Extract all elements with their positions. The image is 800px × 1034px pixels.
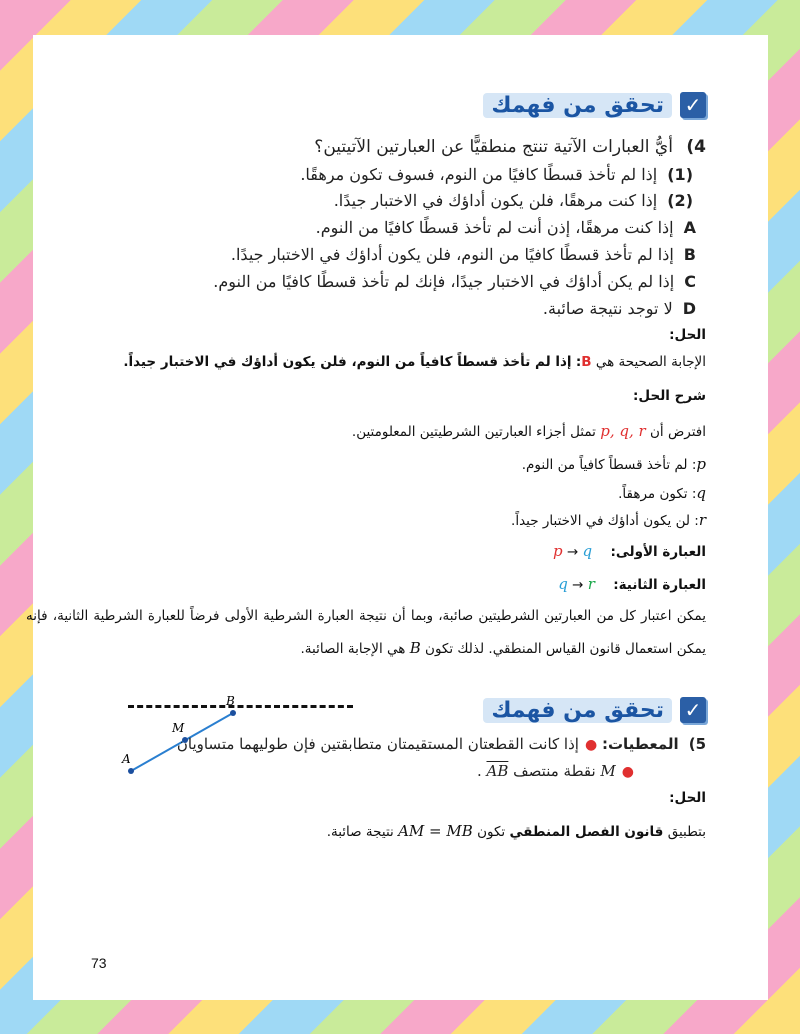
question-text: أيُّ العبارات الآتية تنتج منطقيًّا عن العبارتين الآتيتين؟ — [314, 137, 673, 157]
label-b: B — [226, 694, 235, 708]
second-statement — [558, 575, 706, 593]
solution-heading: الحل: — [669, 327, 706, 343]
q-var: q — [696, 484, 706, 502]
answer-text: إذا لم تأخذ قسطاً كافياً من النوم، فلن يكون أداؤك في الاختبار جيداً. — [123, 354, 572, 370]
expr-q: q — [558, 575, 568, 593]
label-a: A — [122, 752, 131, 766]
option-text: إذا لم تأخذ قسطًا كافيًا من النوم، فلن يكون أداؤك في الاختبار جيدًا. — [230, 245, 674, 264]
solution-mid: تكون — [477, 824, 506, 840]
question-number: 4) — [686, 137, 706, 157]
r-definition — [511, 511, 706, 529]
expr-r: r — [587, 575, 595, 593]
assume-prefix: افترض أن — [649, 424, 706, 440]
arrow: → — [572, 577, 584, 593]
q-text: : تكون مرهقاً. — [618, 486, 697, 502]
second-expression — [558, 575, 595, 593]
question-4-prompt — [106, 137, 706, 157]
answer-prefix: الإجابة الصحيحة هي — [595, 354, 706, 370]
p-definition — [522, 455, 706, 473]
bullet-icon: ● — [584, 737, 598, 753]
first-statement — [553, 542, 706, 560]
statement-1 — [300, 165, 693, 184]
option-text: إذا لم يكن أداؤك في الاختبار جيدًا، فإنك لم تأخذ قسطًا كافيًا من النوم. — [213, 272, 675, 291]
explanation-heading: شرح الحل: — [633, 388, 706, 404]
option-a — [316, 218, 696, 237]
option-d — [543, 299, 696, 318]
solution-prefix: بتطبيق — [667, 824, 706, 840]
p-text: : لم تأخذ قسطاً كافياً من النوم. — [521, 457, 697, 473]
second-label: العبارة الثانية: — [613, 577, 706, 593]
p-var: p — [696, 455, 706, 473]
assume-vars: p, q, r — [600, 422, 646, 440]
solution-heading-2: الحل: — [669, 790, 706, 806]
option-text: لا توجد نتيجة صائبة. — [542, 299, 673, 318]
solution-suffix: نتيجة صائبة. — [326, 824, 394, 840]
check-understanding-header-2 — [483, 697, 706, 723]
header-title: تحقق من فهمك — [483, 698, 672, 723]
statement-number: (1) — [667, 165, 693, 184]
assume-line — [352, 422, 706, 440]
page-number: 73 — [91, 955, 107, 971]
option-label: D — [682, 299, 696, 318]
option-text: إذا كنت مرهقًا، إذن أنت لم تأخذ قسطًا كافيًا من النوم. — [315, 218, 674, 237]
point-b — [230, 710, 236, 716]
option-label: A — [683, 218, 696, 237]
checkmark-icon: ✓ — [680, 92, 706, 118]
given-2-var: M — [600, 762, 616, 780]
statement-2 — [334, 191, 693, 210]
answer-letter: B — [581, 354, 592, 370]
statement-text: إذا لم تأخذ قسطًا كافيًا من النوم، فسوف تكون مرهقًا. — [300, 165, 658, 184]
segment-ab: AB — [486, 762, 509, 780]
header-title: تحقق من فهمك — [483, 93, 672, 118]
expr-q: q — [582, 542, 593, 560]
given-2-end: . — [476, 762, 482, 780]
bullet-icon: ● — [621, 764, 634, 780]
statement-number: (2) — [667, 191, 693, 210]
option-label: C — [684, 272, 696, 291]
conclusion-var: B — [409, 639, 421, 657]
first-expression — [553, 542, 592, 560]
given-label: المعطيات: — [601, 735, 679, 753]
assume-suffix: تمثل أجزاء العبارتين الشرطيتين المعلومتين. — [351, 424, 596, 440]
given-1: إذا كانت القطعتان المستقيمتان متطابقتين فإن طوليهما متساويان — [176, 735, 579, 753]
question-number: 5) — [688, 735, 706, 753]
first-label: العبارة الأولى: — [610, 544, 706, 560]
question-5-given — [177, 735, 706, 753]
statement-text: إذا كنت مرهقًا، فلن يكون أداؤك في الاختبار جيدًا. — [333, 191, 658, 210]
expr-p: p — [553, 542, 563, 560]
r-text: : لن يكون أداؤك في الاختبار جيداً. — [511, 513, 699, 529]
checkmark-icon: ✓ — [680, 697, 706, 723]
point-a — [128, 768, 134, 774]
r-var: r — [698, 511, 706, 529]
option-b — [231, 245, 696, 264]
check-understanding-header — [483, 92, 706, 118]
solution-5-line — [327, 822, 706, 840]
conclusion-part2: هي الإجابة الصائبة. — [300, 641, 406, 657]
option-label: B — [683, 245, 696, 264]
given-2-text: نقطة منتصف — [513, 762, 596, 780]
correct-answer-line — [123, 354, 706, 370]
conclusion-part1: يمكن اعتبار كل من العبارتين الشرطيتين صائبة، وبما أن نتيجة العبارة الشرطية الأولى فرضاً للعبارة الشرطية الثانية، فإنه يمكن استعمال قانون القياس المنطقي. لذلك تكون — [26, 608, 706, 657]
page-sheet — [26, 35, 768, 1000]
question-5-given-2 — [477, 762, 634, 780]
arrow: → — [566, 544, 579, 560]
answer-colon: : — [575, 354, 582, 370]
label-m: M — [172, 721, 185, 735]
solution-expression: AM = MB — [398, 822, 473, 840]
conclusion-paragraph — [26, 600, 706, 665]
law-name: قانون الفصل المنطقي — [509, 824, 664, 840]
option-c — [213, 272, 696, 291]
q-definition — [618, 484, 706, 502]
